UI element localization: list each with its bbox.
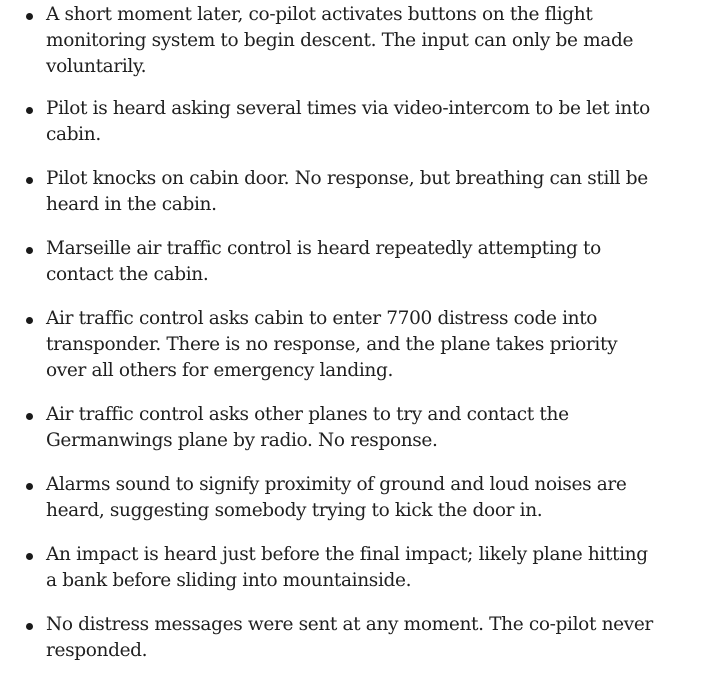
- list-item-text: An impact is heard just before the final impact; likely plane hitting a bank before sliding into mountainside.: [46, 544, 648, 591]
- bullet-icon: [26, 247, 33, 254]
- list-item-text: Air traffic control asks cabin to enter 7700 distress code into transponder. There is no response, and the plane takes priority over all others for emergency landing.: [46, 308, 618, 381]
- list-item-text: No distress messages were sent at any moment. The co-pilot never responded.: [46, 614, 653, 661]
- bullet-icon: [26, 107, 33, 114]
- list-item-text: Marseille air traffic control is heard repeatedly attempting to contact the cabin.: [46, 238, 601, 285]
- list-item-text: Alarms sound to signify proximity of ground and loud noises are heard, suggesting somebody trying to kick the door in.: [46, 474, 627, 521]
- bullet-icon: [26, 553, 33, 560]
- bullet-icon: [26, 13, 33, 20]
- list-item-text: Pilot is heard asking several times via video-intercom to be let into cabin.: [46, 98, 650, 145]
- bullet-icon: [26, 413, 33, 420]
- bullet-icon: [26, 177, 33, 184]
- list-item-text: Pilot knocks on cabin door. No response, but breathing can still be heard in the cabin.: [46, 168, 648, 215]
- bullet-icon: [26, 623, 33, 630]
- bullet-icon: [26, 483, 33, 490]
- list-item-text: Air traffic control asks other planes to try and contact the Germanwings plane by radio. No response.: [46, 404, 569, 451]
- list-item-text: A short moment later, co-pilot activates buttons on the flight monitoring system to begin descent. The input can only be made voluntarily.: [46, 4, 634, 77]
- bullet-icon: [26, 317, 33, 324]
